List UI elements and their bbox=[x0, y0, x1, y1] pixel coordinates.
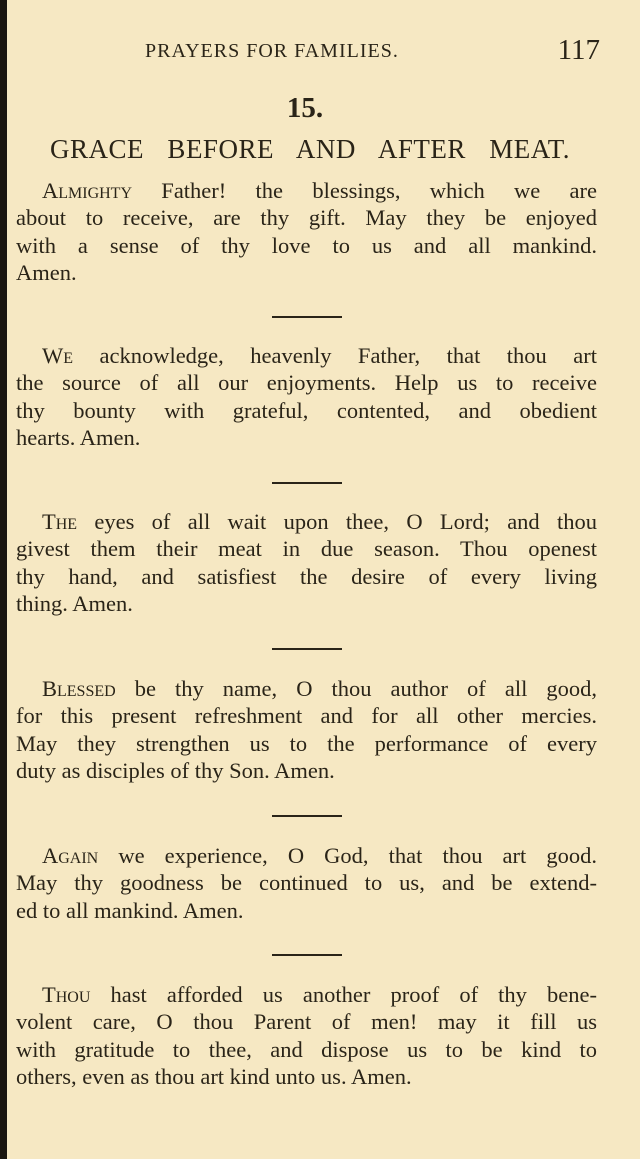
prayer-paragraph bbox=[16, 177, 597, 286]
text-line: about to receive, are thy gift. May they be enjoyed bbox=[16, 205, 597, 231]
prayer-paragraph bbox=[16, 842, 597, 924]
section-divider bbox=[272, 954, 342, 956]
lead-word: Thou bbox=[42, 982, 91, 1007]
page-number: 117 bbox=[557, 34, 600, 66]
section-number: 15. bbox=[286, 92, 324, 124]
text-line: The eyes of all wait upon thee, O Lord; and thou bbox=[42, 509, 597, 534]
prayer-paragraph bbox=[16, 342, 597, 451]
text-line: Again we experience, O God, that thou art good. bbox=[42, 843, 597, 868]
text-line: May they strengthen us to the performance of every bbox=[16, 730, 597, 756]
prayer-paragraph bbox=[16, 508, 597, 617]
page-header bbox=[145, 36, 600, 70]
prayer-paragraph bbox=[16, 981, 597, 1090]
lead-word: Again bbox=[42, 843, 99, 868]
section-divider bbox=[272, 316, 342, 318]
lead-word: Almighty bbox=[42, 178, 133, 203]
text-line: thy hand, and satisfiest the desire of every living bbox=[16, 563, 597, 589]
text-line: thy bounty with grateful, contented, and obedient bbox=[16, 397, 597, 423]
text-line: the source of all our enjoyments. Help us to receive bbox=[16, 370, 597, 396]
text-line: hearts. Amen. bbox=[16, 424, 141, 450]
text-line: with gratitude to thee, and dispose us to be kind to bbox=[16, 1036, 597, 1062]
text-line: with a sense of thy love to us and all mankind. bbox=[16, 232, 597, 258]
section-divider bbox=[272, 482, 342, 484]
lead-word: Blessed bbox=[42, 676, 116, 701]
text-line: duty as disciples of thy Son. Amen. bbox=[16, 757, 335, 783]
section-divider bbox=[272, 648, 342, 650]
prayer-paragraph bbox=[16, 675, 597, 784]
text-line: thing. Amen. bbox=[16, 590, 133, 616]
text-line: volent care, O thou Parent of men! may it fill us bbox=[16, 1009, 597, 1035]
lead-word: We bbox=[42, 343, 74, 368]
text-line: Almighty Father! the blessings, which we are bbox=[42, 178, 597, 203]
text-line: May thy goodness be continued to us, and be extend- bbox=[16, 870, 597, 896]
text-line: givest them their meat in due season. Thou openest bbox=[16, 536, 597, 562]
lead-word: The bbox=[42, 509, 78, 534]
page-edge-shadow bbox=[0, 0, 7, 1159]
section-title: GRACE BEFORE AND AFTER MEAT. bbox=[50, 134, 570, 164]
section-divider bbox=[272, 815, 342, 817]
text-line: ed to all mankind. Amen. bbox=[16, 897, 244, 923]
running-title: PRAYERS FOR FAMILIES. bbox=[145, 40, 399, 62]
text-line: Thou hast afforded us another proof of thy bene- bbox=[42, 982, 597, 1007]
text-line: others, even as thou art kind unto us. Amen. bbox=[16, 1063, 412, 1089]
text-line: for this present refreshment and for all other mercies. bbox=[16, 703, 597, 729]
text-line: Amen. bbox=[16, 259, 77, 285]
text-line: We acknowledge, heavenly Father, that thou art bbox=[42, 343, 597, 368]
text-line: Blessed be thy name, O thou author of all good, bbox=[42, 676, 597, 701]
